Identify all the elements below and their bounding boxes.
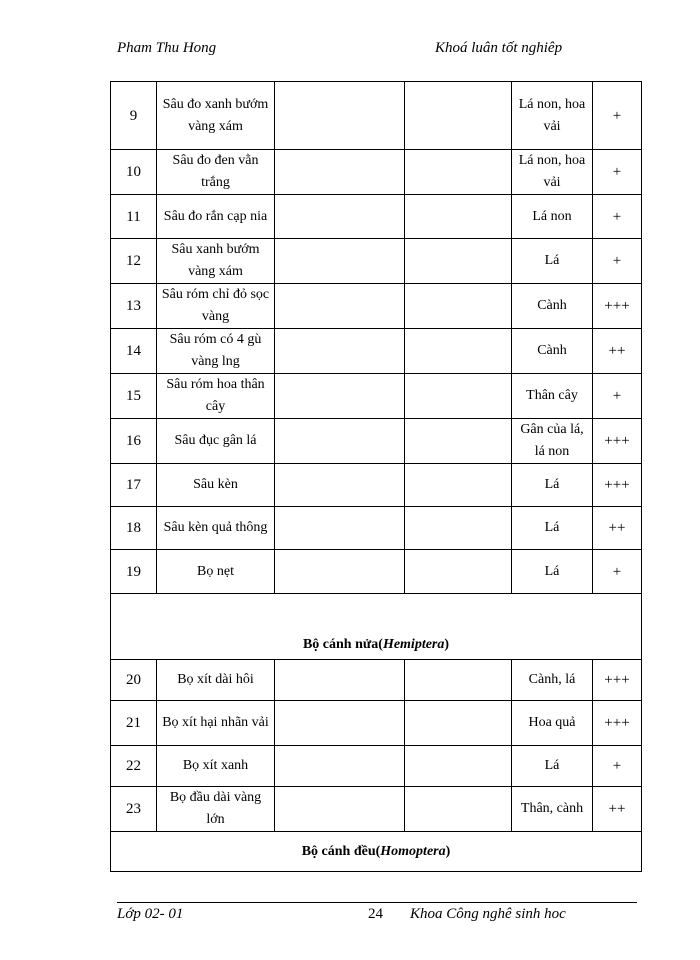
blank-cell xyxy=(275,329,405,374)
damage-level: +++ xyxy=(593,464,642,507)
pest-name: Sâu róm hoa thân cây xyxy=(157,374,275,419)
damaged-part: Gân của lá, lá non xyxy=(512,419,593,464)
page-number: 24 xyxy=(368,906,383,922)
blank-cell xyxy=(405,660,512,701)
damage-level: + xyxy=(593,150,642,195)
row-number: 23 xyxy=(111,787,157,832)
blank-cell xyxy=(405,150,512,195)
row-number: 12 xyxy=(111,239,157,284)
pest-name: Sâu đo đen vằn trắng xyxy=(157,150,275,195)
pest-name: Bọ đầu dài vàng lớn xyxy=(157,787,275,832)
blank-cell xyxy=(275,507,405,550)
damage-level: + xyxy=(593,550,642,594)
blank-cell xyxy=(405,419,512,464)
table-row xyxy=(111,550,642,594)
damage-level: + xyxy=(593,239,642,284)
blank-cell xyxy=(275,239,405,284)
table-row xyxy=(111,701,642,746)
blank-cell xyxy=(275,550,405,594)
blank-cell xyxy=(275,746,405,787)
footer-faculty: Khoa Công nghê sinh hoc xyxy=(410,906,566,922)
pest-name: Sâu kèn xyxy=(157,464,275,507)
damaged-part: Lá xyxy=(512,239,593,284)
table-row xyxy=(111,150,642,195)
pest-name: Bọ nẹt xyxy=(157,550,275,594)
damage-level: + xyxy=(593,82,642,150)
damaged-part: Lá non xyxy=(512,195,593,239)
pest-name: Sâu đục gân lá xyxy=(157,419,275,464)
header-author: Pham Thu Hong xyxy=(117,40,217,56)
row-number: 9 xyxy=(111,82,157,150)
damaged-part: Lá non, hoa vải xyxy=(512,150,593,195)
damage-level: + xyxy=(593,195,642,239)
footer-rule xyxy=(117,902,637,903)
blank-cell xyxy=(405,746,512,787)
pest-name: Sâu róm chỉ đỏ sọc vàng xyxy=(157,284,275,329)
blank-cell xyxy=(405,195,512,239)
damaged-part: Thân, cành xyxy=(512,787,593,832)
pest-name: Sâu đo xanh bướm vàng xám xyxy=(157,82,275,150)
pest-table xyxy=(110,81,642,872)
blank-cell xyxy=(405,507,512,550)
damage-level: ++ xyxy=(593,787,642,832)
damaged-part: Lá xyxy=(512,507,593,550)
damage-level: +++ xyxy=(593,419,642,464)
pest-name: Bọ xít xanh xyxy=(157,746,275,787)
row-number: 20 xyxy=(111,660,157,701)
section-row-hemiptera xyxy=(111,594,642,660)
row-number: 16 xyxy=(111,419,157,464)
table-row xyxy=(111,787,642,832)
blank-cell xyxy=(405,82,512,150)
damage-level: ++ xyxy=(593,329,642,374)
table-body-hemiptera xyxy=(111,660,642,832)
blank-cell xyxy=(275,787,405,832)
table-row xyxy=(111,746,642,787)
row-number: 11 xyxy=(111,195,157,239)
blank-cell xyxy=(275,284,405,329)
row-number: 13 xyxy=(111,284,157,329)
table-row xyxy=(111,82,642,150)
table-row xyxy=(111,464,642,507)
table-row xyxy=(111,329,642,374)
pest-name: Bọ xít hại nhãn vải xyxy=(157,701,275,746)
table-row xyxy=(111,284,642,329)
table-body-lepidoptera xyxy=(111,82,642,594)
damaged-part: Thân cây xyxy=(512,374,593,419)
damaged-part: Lá xyxy=(512,550,593,594)
pest-name: Bọ xít dài hôi xyxy=(157,660,275,701)
footer-class: Lớp 02- 01 xyxy=(117,906,184,922)
blank-cell xyxy=(275,82,405,150)
blank-cell xyxy=(275,464,405,507)
row-number: 18 xyxy=(111,507,157,550)
table-row xyxy=(111,419,642,464)
blank-cell xyxy=(275,660,405,701)
damage-level: ++ xyxy=(593,507,642,550)
section-title-hemiptera: Bộ cánh nửa(Hemiptera) xyxy=(111,594,642,660)
blank-cell xyxy=(405,284,512,329)
blank-cell xyxy=(275,419,405,464)
row-number: 15 xyxy=(111,374,157,419)
blank-cell xyxy=(275,374,405,419)
header-title: Khoá luân tốt nghiêp xyxy=(435,40,563,56)
damaged-part: Lá xyxy=(512,746,593,787)
damaged-part: Lá non, hoa vải xyxy=(512,82,593,150)
blank-cell xyxy=(405,239,512,284)
blank-cell xyxy=(405,701,512,746)
row-number: 14 xyxy=(111,329,157,374)
blank-cell xyxy=(275,150,405,195)
row-number: 22 xyxy=(111,746,157,787)
damage-level: +++ xyxy=(593,701,642,746)
table-row xyxy=(111,239,642,284)
table-row xyxy=(111,660,642,701)
table-row xyxy=(111,195,642,239)
row-number: 10 xyxy=(111,150,157,195)
pest-name: Sâu đo rắn cạp nia xyxy=(157,195,275,239)
table-row xyxy=(111,374,642,419)
pest-name: Sâu xanh bướm vàng xám xyxy=(157,239,275,284)
damage-level: +++ xyxy=(593,284,642,329)
damaged-part: Lá xyxy=(512,464,593,507)
damaged-part: Cành xyxy=(512,284,593,329)
blank-cell xyxy=(405,374,512,419)
pest-name: Sâu kèn quả thông xyxy=(157,507,275,550)
blank-cell xyxy=(275,701,405,746)
blank-cell xyxy=(405,464,512,507)
row-number: 17 xyxy=(111,464,157,507)
damaged-part: Cành, lá xyxy=(512,660,593,701)
table-row xyxy=(111,507,642,550)
section-row-homoptera xyxy=(111,832,642,872)
pest-name: Sâu róm có 4 gù vàng lng xyxy=(157,329,275,374)
row-number: 19 xyxy=(111,550,157,594)
row-number: 21 xyxy=(111,701,157,746)
damaged-part: Cành xyxy=(512,329,593,374)
section-title-homoptera: Bộ cánh đều(Homoptera) xyxy=(111,832,642,872)
blank-cell xyxy=(405,329,512,374)
blank-cell xyxy=(405,787,512,832)
blank-cell xyxy=(405,550,512,594)
damaged-part: Hoa quả xyxy=(512,701,593,746)
damage-level: + xyxy=(593,746,642,787)
damage-level: + xyxy=(593,374,642,419)
damage-level: +++ xyxy=(593,660,642,701)
blank-cell xyxy=(275,195,405,239)
